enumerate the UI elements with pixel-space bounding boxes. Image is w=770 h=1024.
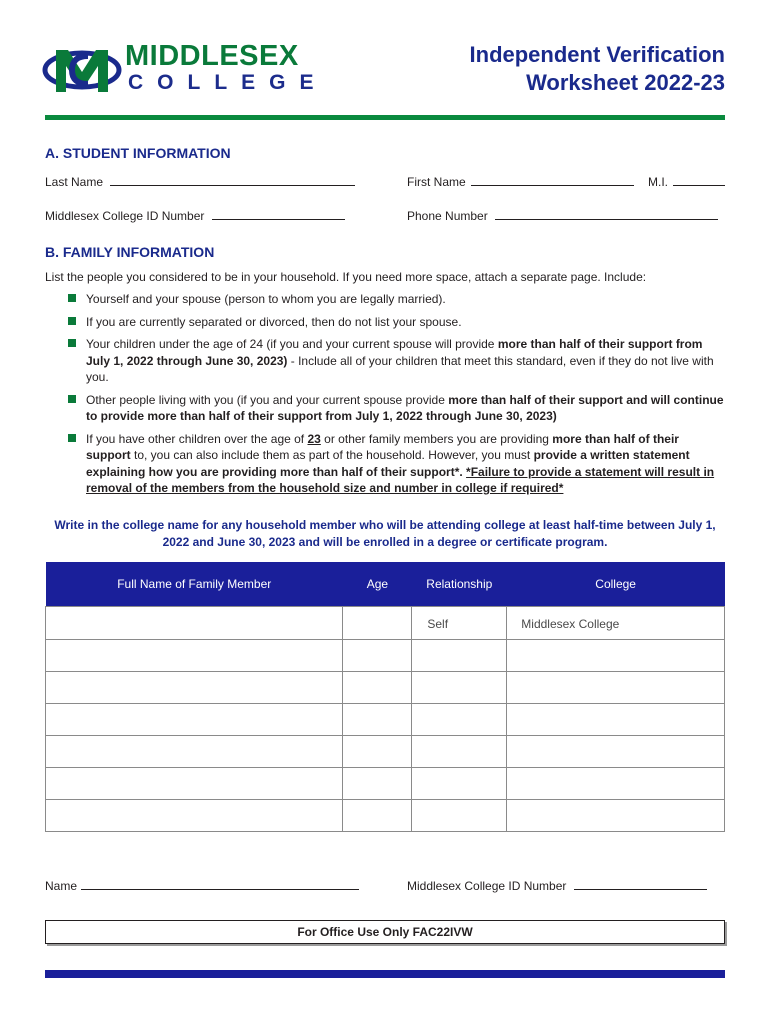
- footer-id-label: Middlesex College ID Number: [407, 879, 567, 893]
- signature-name-field[interactable]: [45, 878, 359, 893]
- table-row: [46, 767, 725, 799]
- name-cell[interactable]: [46, 767, 343, 799]
- footer-divider: [45, 970, 725, 978]
- name-cell[interactable]: [46, 703, 343, 735]
- table-row: [46, 639, 725, 671]
- document-title: [470, 41, 725, 97]
- household-intro: List the people you considered to be in your household. If you need more space, attach a separate page. Include:: [45, 270, 647, 284]
- relationship-cell[interactable]: [412, 703, 507, 735]
- college-cell[interactable]: [507, 703, 725, 735]
- middle-initial-label: M.I.: [648, 175, 668, 189]
- bullet-emphasis: more than half of their support and will continue to provide more than half of their support from July 1, 2022 through June 30, 2023): [86, 392, 724, 423]
- bullet-warning: *Failure to provide a statement will result in removal of the members from the household size and number in college if required*: [86, 464, 715, 495]
- bullet-square-icon: [68, 317, 76, 325]
- student-id-label: Middlesex College ID Number: [45, 209, 205, 223]
- table-row: [46, 671, 725, 703]
- age-cell[interactable]: [343, 639, 412, 671]
- relationship-cell[interactable]: [412, 639, 507, 671]
- age-cell[interactable]: [343, 735, 412, 767]
- relationship-cell[interactable]: [412, 799, 507, 831]
- first-name-label: First Name: [407, 175, 466, 189]
- bullet-emphasis: more than half of their support from July 1, 2022 through June 30, 2023): [86, 337, 703, 368]
- table-row: [46, 799, 725, 831]
- relationship-cell[interactable]: [412, 767, 507, 799]
- logo-wordmark-top: MIDDLESEX: [125, 40, 299, 72]
- table-row: [46, 703, 725, 735]
- phone-field[interactable]: [407, 208, 718, 223]
- phone-label: Phone Number: [407, 209, 488, 223]
- list-item: [68, 392, 725, 425]
- college-cell[interactable]: [507, 799, 725, 831]
- college-cell[interactable]: [507, 639, 725, 671]
- table-row: [46, 735, 725, 767]
- relationship-cell[interactable]: [412, 671, 507, 703]
- list-item: [68, 291, 725, 308]
- relationship-cell[interactable]: [412, 735, 507, 767]
- name-cell[interactable]: [46, 606, 343, 639]
- college-cell[interactable]: [507, 767, 725, 799]
- section-b-heading: B. FAMILY INFORMATION: [45, 244, 215, 260]
- college-cell[interactable]: Middlesex College: [507, 606, 725, 639]
- age-cell[interactable]: [343, 767, 412, 799]
- signature-name-line[interactable]: [81, 878, 359, 890]
- household-criteria-list: [68, 291, 725, 503]
- age-cell[interactable]: [343, 703, 412, 735]
- bullet-text: Yourself and your spouse (person to whom you are legally married).: [86, 292, 446, 306]
- last-name-label: Last Name: [45, 175, 104, 189]
- first-name-line[interactable]: [471, 174, 634, 186]
- list-item: [68, 431, 725, 497]
- college-cell[interactable]: [507, 671, 725, 703]
- age-cell[interactable]: [343, 671, 412, 703]
- logo-wordmark-bottom: COLLEGE: [128, 71, 328, 94]
- footer-id-field[interactable]: [407, 878, 707, 893]
- middle-initial-field[interactable]: [648, 174, 725, 189]
- title-line-2: Worksheet 2022-23: [526, 70, 725, 95]
- bullet-text: Other people living with you (if you and your current spouse provide: [86, 392, 449, 407]
- list-item: [68, 336, 725, 386]
- bullet-text: If you have other children over the age of: [86, 431, 308, 446]
- bullet-square-icon: [68, 339, 76, 347]
- age-cell[interactable]: [343, 606, 412, 639]
- bullet-emphasis: 23: [307, 431, 321, 446]
- signature-name-label: Name: [45, 879, 78, 893]
- relationship-cell[interactable]: Self: [412, 606, 507, 639]
- bullet-text: If you are currently separated or divorced, then do not list your spouse.: [86, 314, 462, 329]
- column-header-college: College: [507, 562, 725, 606]
- first-name-field[interactable]: [407, 174, 634, 189]
- footer-id-line[interactable]: [574, 878, 707, 890]
- name-cell[interactable]: [46, 639, 343, 671]
- table-row: [46, 606, 725, 639]
- name-cell[interactable]: [46, 799, 343, 831]
- section-a-heading: A. STUDENT INFORMATION: [45, 145, 231, 161]
- list-item: [68, 314, 725, 331]
- student-id-field[interactable]: [45, 208, 345, 223]
- college-logo: [42, 42, 122, 98]
- bullet-emphasis: provide a written statement explaining how you are providing more than half of their support*.: [86, 448, 690, 479]
- header-divider: [45, 115, 725, 120]
- table-header-row: [46, 562, 725, 606]
- age-cell[interactable]: [343, 799, 412, 831]
- name-cell[interactable]: [46, 735, 343, 767]
- last-name-line[interactable]: [110, 174, 355, 186]
- bullet-square-icon: [68, 294, 76, 302]
- bullet-emphasis: more than half of their support: [86, 431, 679, 462]
- bullet-text: Your children under the age of 24 (if you and your current spouse will provide: [86, 337, 498, 351]
- bullet-text: to, you can also include them as part of the household. However, you must: [130, 448, 534, 462]
- college-cell[interactable]: [507, 735, 725, 767]
- student-id-line[interactable]: [212, 208, 345, 220]
- phone-line[interactable]: [495, 208, 718, 220]
- bullet-text: or other family members you are providing: [320, 431, 553, 446]
- bullet-square-icon: [68, 434, 76, 442]
- family-members-table: [45, 562, 725, 832]
- bullet-square-icon: [68, 395, 76, 403]
- column-header-relationship: Relationship: [412, 562, 507, 606]
- office-use-box: For Office Use Only FAC22IVW: [45, 920, 725, 944]
- column-header-age: Age: [343, 562, 412, 606]
- bullet-text: - Include all of your children that meet this standard, even if they do not live with you.: [86, 353, 714, 384]
- name-cell[interactable]: [46, 671, 343, 703]
- middle-initial-line[interactable]: [673, 174, 725, 186]
- title-line-1: Independent Verification: [469, 42, 725, 67]
- college-attendance-notice: Write in the college name for any household member who will be attending college at least half-time between July 1, 2022 and June 30, 2023 and will be enrolled in a degree or certificate program.: [54, 518, 716, 549]
- column-header-name: Full Name of Family Member: [46, 562, 343, 606]
- last-name-field[interactable]: [45, 174, 355, 189]
